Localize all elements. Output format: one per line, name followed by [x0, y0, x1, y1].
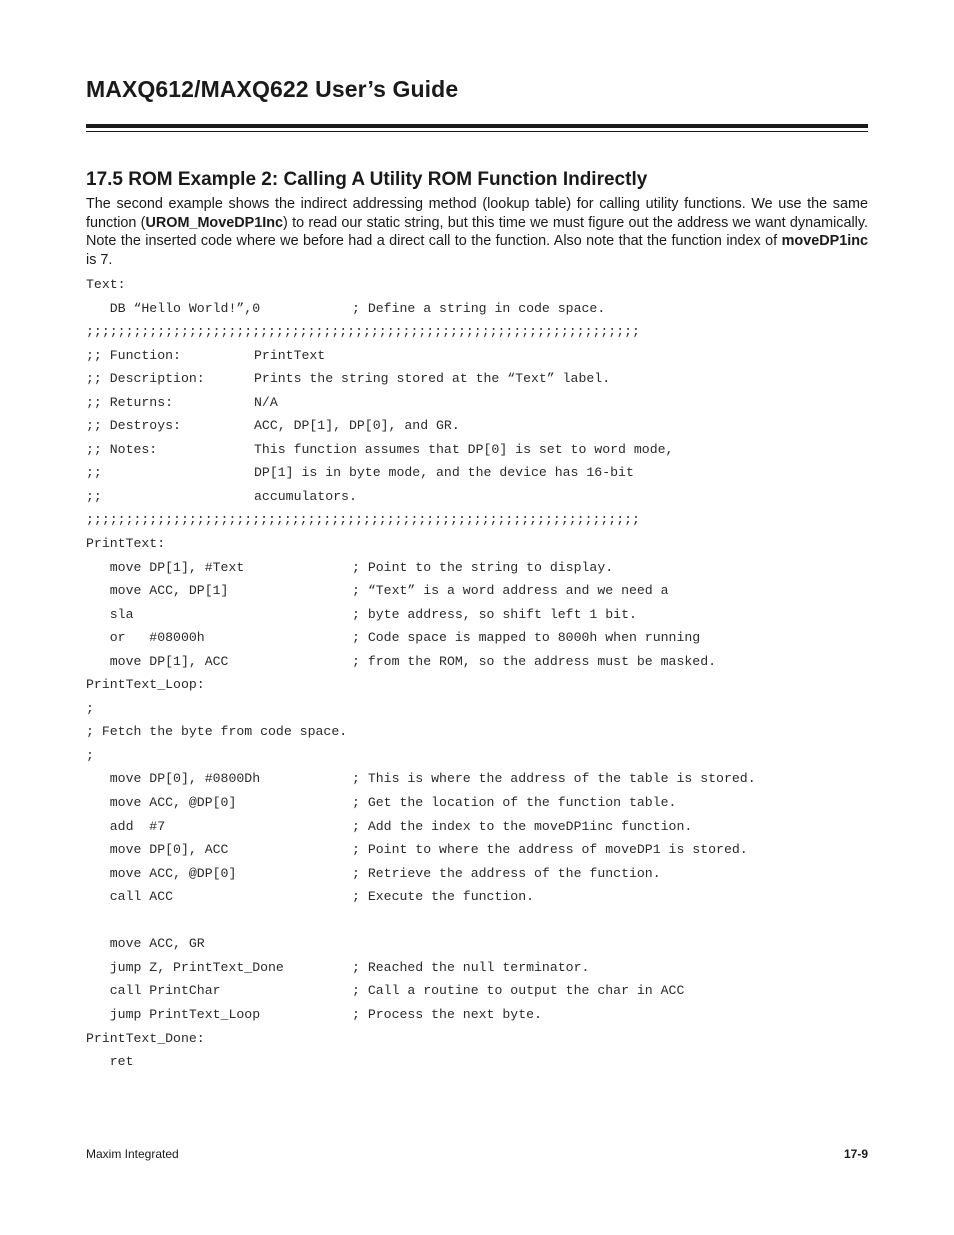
code-instruction: ;;: [86, 465, 102, 481]
code-comment: ; Execute the function.: [352, 889, 535, 905]
code-instruction: PrintText_Loop:: [86, 677, 205, 693]
code-instruction: call PrintChar: [86, 983, 221, 999]
code-comment: This function assumes that DP[0] is set to word mode,: [254, 441, 674, 457]
code-comment: ; Reached the null terminator.: [352, 959, 590, 975]
code-comment: ; Point to where the address of moveDP1 is stored.: [352, 842, 748, 858]
intro-paragraph: [86, 195, 868, 269]
code-comment: PrintText: [254, 347, 326, 363]
code-instruction: move DP[0], #0800Dh: [86, 771, 261, 787]
code-instruction: PrintText_Done:: [86, 1030, 205, 1046]
code-instruction: move ACC, GR: [86, 936, 205, 952]
intro-text-2: ) to read our static string, but this time we must figure out the address we want dynamically. Note the inserted code where we before had a direct call to the function. Also note that the function index of: [86, 214, 868, 250]
code-instruction: ;; Function:: [86, 347, 181, 363]
code-instruction: ;; Notes:: [86, 441, 158, 457]
code-instruction: move DP[1], ACC: [86, 653, 229, 669]
code-instruction: ret: [86, 1054, 134, 1070]
code-comment: ; Point to the string to display.: [352, 559, 614, 575]
code-instruction: ;; Returns:: [86, 394, 174, 410]
code-instruction: call ACC: [86, 889, 174, 905]
code-comment: ; Retrieve the address of the function.: [352, 865, 661, 881]
code-instruction: move ACC, @DP[0]: [86, 795, 237, 811]
section-heading: 17.5 ROM Example 2: Calling A Utility ROM Function Indirectly: [86, 169, 648, 190]
code-instruction: add #7: [86, 818, 166, 834]
code-comment: accumulators.: [254, 488, 357, 504]
code-instruction: or #08000h: [86, 630, 205, 646]
code-comment: ; Add the index to the moveDP1inc function.: [352, 818, 693, 834]
code-comment: ; This is where the address of the table is stored.: [352, 771, 756, 787]
function-name-bold: UROM_MoveDP1Inc: [145, 214, 284, 231]
function-index-name-bold: moveDP1inc: [781, 233, 868, 250]
intro-text-1: The second example shows the indirect addressing method (lookup table) for calling utility functions. We use the same function (: [86, 196, 868, 231]
code-instruction: ;;;;;;;;;;;;;;;;;;;;;;;;;;;;;;;;;;;;;;;;;;;;;;;;;;;;;;;;;;;;;;;;;;;;;;: [86, 512, 640, 528]
intro-text-3: is 7.: [86, 251, 113, 268]
code-instruction: ;; Destroys:: [86, 418, 181, 434]
code-instruction: Text:: [86, 277, 126, 292]
code-comment: ; Code space is mapped to 8000h when running: [352, 630, 701, 646]
code-comment: ; Get the location of the function table.: [352, 795, 677, 811]
header-rule-thin: [86, 131, 868, 132]
code-comment: ; Call a routine to output the char in ACC: [352, 983, 685, 999]
code-comment: N/A: [254, 394, 278, 410]
code-instruction: sla: [86, 606, 134, 622]
code-comment: ; from the ROM, so the address must be masked.: [352, 653, 717, 669]
code-instruction: ;: [86, 700, 94, 716]
document-title: MAXQ612/MAXQ622 User’s Guide: [86, 76, 459, 102]
code-comment: ; “Text” is a word address and we need a: [352, 583, 669, 599]
code-instruction: ;;: [86, 488, 102, 504]
code-instruction: move DP[1], #Text: [86, 559, 245, 575]
code-instruction: DB “Hello World!”,0: [86, 300, 261, 316]
code-comment: ACC, DP[1], DP[0], and GR.: [254, 418, 460, 434]
code-instruction: move ACC, DP[1]: [86, 583, 229, 599]
code-comment: DP[1] is in byte mode, and the device has 16-bit: [254, 465, 634, 481]
header-rule-thick: [86, 124, 868, 128]
code-instruction: jump PrintText_Loop: [86, 1006, 261, 1022]
code-instruction: ;; Description:: [86, 371, 205, 387]
code-comment: Prints the string stored at the “Text” label.: [254, 371, 611, 387]
code-instruction: ; Fetch the byte from code space.: [86, 724, 348, 740]
footer-company: Maxim Integrated: [86, 1147, 179, 1161]
code-instruction: ;: [86, 747, 94, 763]
code-comment: ; Define a string in code space.: [352, 300, 606, 316]
code-comment: ; Process the next byte.: [352, 1006, 542, 1022]
code-instruction: PrintText:: [86, 536, 166, 552]
code-instruction: move ACC, @DP[0]: [86, 865, 237, 881]
footer-page-number: 17-9: [843, 1147, 868, 1161]
code-instruction: ;;;;;;;;;;;;;;;;;;;;;;;;;;;;;;;;;;;;;;;;;;;;;;;;;;;;;;;;;;;;;;;;;;;;;;: [86, 324, 640, 340]
code-instruction: move DP[0], ACC: [86, 842, 229, 858]
code-instruction: jump Z, PrintText_Done: [86, 959, 284, 975]
code-comment: ; byte address, so shift left 1 bit.: [352, 606, 637, 622]
